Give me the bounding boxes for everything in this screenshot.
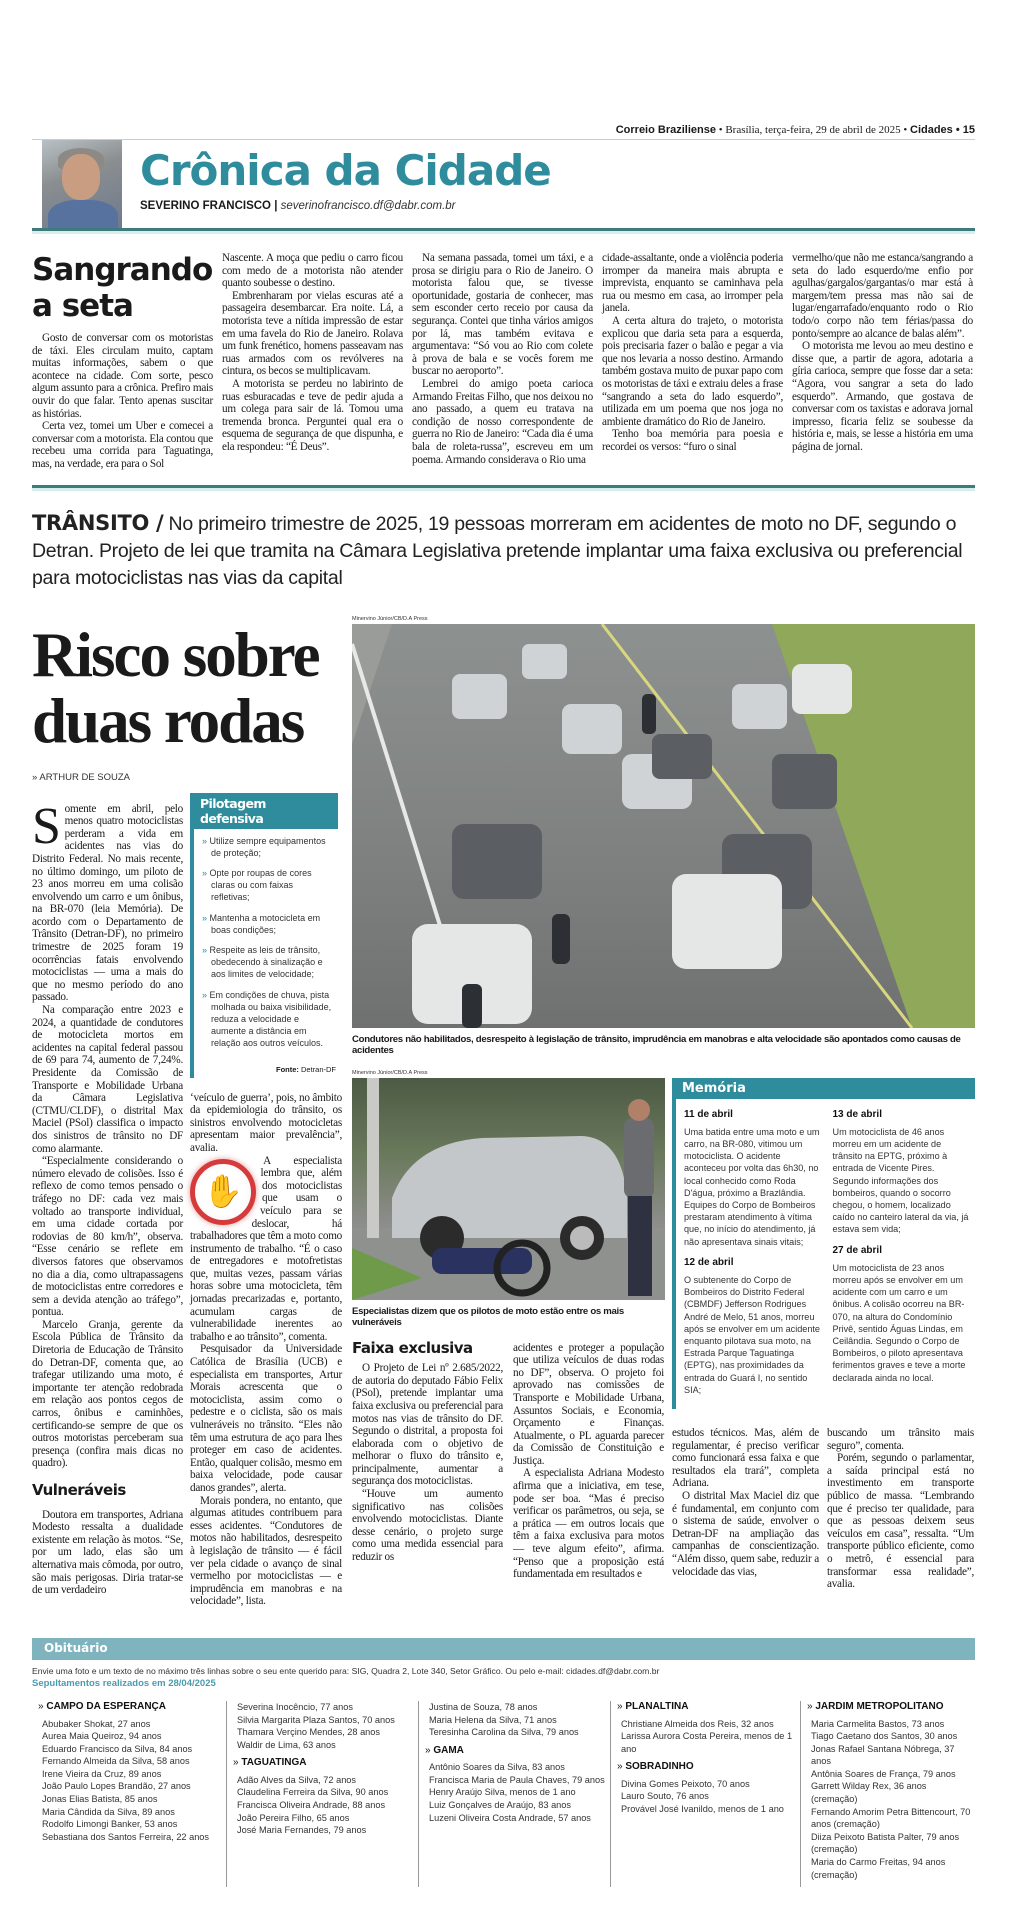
cronica-column-3 (412, 252, 593, 466)
obituary-entry: João Pereira Filho, 65 anos (237, 1812, 350, 1823)
paragraph: Na comparação entre 2023 e 2024, a quantidade de condutores de motocicleta mortos em acidentes na capital federal passou de 69 para 74, aumento de 7,24%. Presidente da Comissão de Transporte e Mobilidade Urbana da Câmara Legislativa (CTMU/CLDF), o distrital Max Maciel (PSol) classifica o impacto dos sinistros de trânsito no DF como alarmante. (32, 1004, 183, 1155)
paragraph: Nascente. A moça que pediu o carro ficou com medo de a motorista não atender quanto soubesse o destino. (222, 252, 403, 290)
photo-caption: Condutores não habilitados, desrespeito à legislação de trânsito, imprudência em manobras e alta velocidade são apontados como causas de acidentes (352, 1033, 961, 1056)
obituary-entry: Diiza Peixoto Batista Palter, 79 anos (cremação) (811, 1831, 960, 1855)
entry-text: O subtenente do Corpo de Bombeiros do Distrito Federal (CBMDF) Jefferson Rodrigues André de Melo, 51 anos, morreu após se envolver em um acidente enquanto pilotava sua moto, na Estrada Parque Taguatinga (EPTG), nas proximidades da entrada do Guará I, no sentido SIA; (684, 1274, 820, 1395)
name-list (429, 1701, 610, 1739)
obituary-entry: Antônia Soares de França, 79 anos (811, 1768, 956, 1779)
page-body (32, 0, 975, 1887)
cronica-column-1 (32, 252, 213, 471)
obituary-entry: José Maria Fernandes, 79 anos (237, 1825, 367, 1836)
tip-item: » Em condições de chuva, pista molhada ou baixa visibilidade, reduza a velocidade e aumente a distância em relação aos outros veículos. (202, 989, 334, 1050)
paragraph: A motorista se perdeu no labirinto de ruas esburacadas e teve de pedir ajuda a um colega para sair de lá. Tomou uma tremenda bronca. Perguntei qual era o esquema de segurança de que dispunha, e ela respondeu: “É Deus”. (222, 377, 403, 453)
obituary-column (418, 1701, 610, 1887)
obituary-entry: Luzeni Oliveira Costa Andrade, 57 anos (429, 1812, 591, 1823)
article-column-2-wrap (190, 793, 342, 1608)
obituary-entry: Provável José Ivanildo, menos de 1 ano (621, 1804, 784, 1815)
paragraph: O Projeto de Lei nº 2.685/2022, de autoria do deputado Fábio Felix (PSol), pretende implantar uma faixa exclusiva ou preferencial para motos nas vias de trânsito do DF. Segundo o distrital, a proposta foi elaborada com o objetivo de melhorar o fluxo do trânsito e, principalmente, aumentar a segurança dos motociclistas. (352, 1362, 503, 1488)
memoria-box (672, 1078, 975, 1409)
obituary-entry: Irene Vieira da Cruz, 89 anos (42, 1768, 162, 1779)
source-label: Fonte: (275, 1064, 299, 1074)
obituary-entry: Luiz Gonçalves de Araújo, 83 anos (429, 1800, 571, 1811)
obituary-entry: Fernando Amorim Petra Bittencourt, 70 anos (cremação) (811, 1806, 971, 1830)
article (32, 616, 975, 1608)
obituary-columns (32, 1701, 975, 1887)
paragraph: buscando um trânsito mais seguro”, comenta. (827, 1427, 974, 1452)
dropcap: S (32, 797, 61, 855)
memoria-title: Memória (676, 1078, 975, 1099)
obituary-column (32, 1701, 226, 1887)
tips-title: Pilotagem defensiva (194, 793, 338, 829)
obituary-entry: Sebastiana dos Santos Ferreira, 22 anos (42, 1831, 210, 1842)
section-kicker (32, 510, 975, 592)
obituary-section (32, 1638, 975, 1887)
cronica-column-4 (602, 252, 783, 454)
article-right-a (352, 1070, 665, 1581)
obituary-entry: Maria do Carmo Freitas, 94 anos (cremação) (811, 1857, 946, 1880)
subheading-vulneraveis: Vulneráveis (32, 1481, 126, 1499)
paragraph: ‘veículo de guerra’, pois, no âmbito da epidemiologia do trânsito, os sinistros envolvendo motocicletas apresentam maior prevalência”, avalia. (190, 1091, 342, 1154)
obituary-entry: Larissa Aurora Costa Pereira, menos de 1 ano (621, 1731, 793, 1754)
cemetery-name: » CAMPO DA ESPERANÇA (38, 1701, 226, 1714)
paragraph: “Houve um aumento significativo nas colisões envolvendo motociclistas. Diante desse cenário, o projeto surge como uma medida essencial para reduzir os (352, 1488, 503, 1564)
obituary-entry: Thamara Verçino Mendes, 28 anos (237, 1727, 380, 1738)
obituary-entry: Abubaker Shokat, 27 anos (42, 1718, 151, 1729)
article-column-6 (827, 1427, 974, 1591)
obituary-entry: Henry Araújo Silva, menos de 1 ano (429, 1787, 576, 1798)
kicker-label: TRÂNSITO / (32, 510, 164, 535)
paragraph: estudos técnicos. Mas, além de regulamentar, é preciso verificar como funcionará essa faixa e que resultados ela trará”, completa Adriana. (672, 1427, 819, 1490)
obituary-entry: Maria Cândida da Silva, 89 anos (42, 1806, 175, 1817)
obituary-entry: Francisca Maria de Paula Chaves, 79 anos (429, 1774, 605, 1785)
source-value: Detran-DF (298, 1064, 336, 1074)
entry-text: Uma batida entre uma moto e um carro, na BR-080, vitimou um motociclista. O acidente aconteceu por volta das 6h30, no local conhecido como Roda D'água, próximo a Brazlândia. Equipes do Corpo de Bombeiros prestaram atendimento à vítima que, no início do atendimento, já não apresentava sinais vitais; (684, 1126, 820, 1247)
obituary-entry: Severina Inocêncio, 77 anos (237, 1701, 353, 1712)
name-list (429, 1761, 610, 1824)
entry-date: 13 de abril (832, 1108, 882, 1120)
name-list (237, 1701, 418, 1751)
tip-item: » Utilize sempre equipamentos de proteção; (202, 835, 334, 859)
entry-date: 11 de abril (684, 1108, 733, 1120)
paragraph: Na semana passada, tomei um táxi, e a prosa se dirigiu para o Rio de Janeiro. O motorista falou que, se tivesse oportunidade, gostaria de conhecer, mas sem esconder certo receio por causa da segurança. Contei que tinha vários amigos por lá, mas também evitava e argumentava: “Só vou ao Rio com colete à prova de bala e se vocês forem me buscar no aeroporto”. (412, 252, 593, 378)
paragraph: Doutora em transportes, Adriana Modesto ressalta a dualidade existente em relação às motos. “Se, por um lado, elas são um alternativa mais cômoda, por outro, são mais perigosas. Diria tratar-se de um verdadeiro (32, 1508, 183, 1597)
obituary-header: Obituário (32, 1638, 975, 1660)
paragraph: Tenho boa memória para poesia e recordei os versos: “furo o sinal (602, 428, 783, 453)
paragraph: A especialista Adriana Modesto afirma que a iniciativa, em tese, pode ser boa. “Mas é preciso verificar os parâmetros, ou seja, se a prática — em outros locais que têm a faixa exclusiva para motos — teve algum efeito”, afirma. “Penso que a proposição está fundamentada em resultados e (513, 1467, 664, 1581)
section-name: Cidades (910, 124, 953, 136)
obituary-entry: Adão Alves da Silva, 72 anos (237, 1774, 357, 1785)
paragraph: Lembrei do amigo poeta carioca Armando Freitas Filho, que nos deixou no ano passado, a quem eu tratava na condição de nosso correspondente de guerra no Rio de Janeiro: “Cada dia é uma bala de roleta-russa”, escreveu em um poema. Armando considerava o Rio uma (412, 377, 593, 466)
cronica-headline: Sangrando a seta (32, 252, 213, 324)
article-headline: Risco sobre duas rodas (32, 619, 319, 756)
obituary-entry: Tiago Caetano dos Santos, 30 anos (811, 1731, 958, 1742)
paragraph: O distrital Max Maciel diz que é fundamental, em conjunto com o sistema de saúde, envolver o Detran-DF na ampliação das campanhas de conscientização. “Além disso, quem sabe, reduzir a velocidade das vias, (672, 1489, 819, 1578)
paragraph: Morais pondera, no entanto, que algumas atitudes contribuem para esses acidentes. “Condutores de motos não habilitados, desrespeito à legislação de trânsito — é fácil ver pela cidade o avanço de sinal vermelho por motociclistas — e imprudência em manobras e na velocidade”, lista. (190, 1494, 342, 1608)
source-note (276, 1065, 336, 1074)
accident-photo[interactable] (352, 1078, 665, 1300)
column-title: Crônica da Cidade (140, 146, 551, 195)
photo-credit: Minervino Júnior/CB/D.A Press (352, 1069, 428, 1076)
entry-text: Um motociclista de 46 anos morreu em um acidente de trânsito na EPTG, próximo à entrada de Vicente Pires. Segundo informações dos bombeiros, quando o socorro chegou, o homem, localizado caído no canteiro lateral da via, já estava sem vida; (832, 1126, 969, 1235)
entry-date: 27 de abril (832, 1244, 882, 1256)
article-column-4 (513, 1342, 664, 1581)
burial-date: Sepultamentos realizados em 28/04/2025 (32, 1677, 216, 1689)
article-column-2 (190, 1092, 342, 1608)
cemetery-name: » TAGUATINGA (233, 1757, 418, 1770)
obituary-entry: Eduardo Francisco da Silva, 84 anos (42, 1743, 193, 1754)
article-column-3 (352, 1338, 503, 1564)
paragraph: Pesquisador da Universidade Católica de Brasília (UCB) e especialista em transportes, Artur Morais acrescenta que o motociclista, assim como o pedestre e o ciclista, são os mais vulneráveis no trânsito. “Eles não têm uma estrutura de aço para lhes proteger em caso de acidentes. Então, qualquer colisão, mesmo em baixa velocidade, pode causar danos grandes”, alerta. (190, 1343, 342, 1494)
tip-item: » Mantenha a motocicleta em boas condições; (202, 912, 334, 936)
article-column-5 (672, 1427, 819, 1578)
paragraph: A certa altura do trajeto, o motorista explicou que daria seta para a esquerda, pois precisaria fazer o balão e pegar a via que nos levaria a nosso destino. Armando também gostava muito de puxar papo com os motoristas de táxi e extraiu deles a frase “sangrando a seta do lado esquerdo”, utilizada em um poema que nos joga no ambiente dramático do Rio de Janeiro. (602, 314, 783, 428)
paragraph: cidade-assaltante, onde a violência poderia irromper da maneira mais abrupta e imprevista, enquanto se caminhava pela rua ou mesmo em casa, ao irromper pela janela. (602, 252, 783, 315)
obituary-entry: Waldir de Lima, 63 anos (237, 1739, 336, 1750)
paragraph: Certa vez, tomei um Uber e comecei a conversar com a motorista. Ela contou que recebeu uma corrida para Taguatinga, mas, na verdade, era para o Sol (32, 420, 213, 470)
article-right-b (672, 1070, 975, 1591)
obituary-entry: Rodolfo Limongi Banker, 53 anos (42, 1819, 178, 1830)
cronica-section (32, 252, 975, 471)
cemetery-name: » GAMA (425, 1745, 610, 1758)
obituary-column (610, 1701, 800, 1887)
obituary-entry: Francisca Oliveira Andrade, 88 anos (237, 1800, 386, 1811)
obituary-entry: Lauro Souto, 76 anos (621, 1791, 709, 1802)
photo-caption: Especialistas dizem que os pilotos de moto estão entre os mais vulneráveis (352, 1305, 624, 1328)
paragraph: “Especialmente considerando o número elevado de colisões. Isso é reflexo de como temos pensado o tráfego no DF: cada vez mais voltado ao transporte individual, em uma cidade cortada por rodovias de 80 km/h”, observa. “Esse cenário se reflete em diversos fatores que observamos no dia a dia, como ultrapassagens de motociclistas entre corredores e sem a devida atenção ao tráfego”, pontua. (32, 1155, 183, 1319)
obituary-entry: Aurea Maia Queiroz, 94 anos (42, 1731, 162, 1742)
cronica-column-2 (222, 252, 403, 454)
tips-box (190, 793, 338, 1078)
name-list (237, 1774, 418, 1837)
photo-credit: Minervino Júnior/CB/D.A Press (352, 615, 428, 622)
obituary-column (800, 1701, 975, 1887)
article-right (352, 616, 975, 1591)
name-list (621, 1778, 800, 1816)
obituary-entry: Garrett Wilday Rex, 36 anos (cremação) (811, 1781, 927, 1805)
obituary-entry: Divina Gomes Peixoto, 70 anos (621, 1778, 750, 1789)
paragraph: Marcelo Granja, gerente da Escola Pública de Trânsito da Diretoria de Educação de Trânsito do Detran-DF, comenta que, ao trafegar utilizando uma moto, é importante ter atenção redobrada em relação aos pontos cegos de carros, ônibus e caminhões, certificando-se sempre de que os outros motoristas perceberam sua presença (confira mais dicas no quadro). (32, 1318, 183, 1470)
name-list (811, 1718, 975, 1882)
cemetery-name: » PLANALTINA (617, 1701, 800, 1714)
kicker-text: No primeiro trimestre de 2025, 19 pessoas morreram em acidentes de moto no DF, segundo o Detran. Projeto de lei que tramita na Câmara Legislativa pretende implantar uma faixa exclusiva ou preferencial para motociclistas nas vias da capital (32, 512, 963, 589)
paragraph: O motorista me levou ao meu destino e disse que, a partir de agora, adotaria a gíria carioca, sempre que fosse dar a seta: “Agora, vou sangrar a seta do lado esquerdo”. Armando, que gostava de conversar com os taxistas e adorava jornal impresso, ficaria feliz se soubesse da história e, mais, se lesse a história em uma página de jornal. (792, 340, 973, 453)
paragraph: Gosto de conversar com os motoristas de táxi. Eles circulam muito, captam muitas informações, sabem o que acontece na cidade. Com sorte, pesco algum assunto para a crônica. Prefiro mais ouvir do que falar. Tento apenas suscitar as histórias. (32, 332, 213, 420)
obituary-entry: Jonas Rafael Santana Nóbrega, 37 anos (811, 1743, 955, 1767)
obituary-entry: Fernando Almeida da Silva, 58 anos (42, 1756, 190, 1767)
traffic-photo[interactable] (352, 624, 975, 1028)
paragraph: Porém, segundo o parlamentar, a saída principal está no investimento em transporte público de massa. “Lembrando que é preciso ter qualidade, para que as pessoas deixem seus veículos em casa”, ressalta. “Um transporte público eficiente, como o metrô, é essencial para transformar essa realidade”, avalia. (827, 1452, 974, 1591)
page-number: • 15 (952, 124, 975, 136)
paragraph: vermelho/que não me estanca/sangrando a seta do lado esquerdo/me enfio por agulhas/gargalos/gargantas/o mar está à margem/tem pressa mas não sai de lugar/engarrafado/enquanto rodo o Rio todo/o corpo não tem férias/passa do ponto/sempre ao alcance de balas além”. (792, 252, 973, 340)
author-name: SEVERINO FRANCISCO (140, 200, 271, 212)
entry-date: 12 de abril (684, 1256, 734, 1268)
obituary-entry: Maria Carmelita Bastos, 73 anos (811, 1718, 945, 1729)
obituary-entry: Teresinha Carolina da Silva, 79 anos (429, 1727, 579, 1738)
obituary-entry: Christiane Almeida dos Reis, 32 anos (621, 1718, 774, 1729)
obituary-entry: Maria Helena da Silva, 71 anos (429, 1714, 557, 1725)
article-byline: » ARTHUR DE SOUZA (32, 771, 131, 783)
divider (32, 485, 975, 488)
paragraph: Embrenharam por vielas escuras até a passageira desembarcar. Era noite. Lá, a motorista teve a nítida impressão de estar em uma favela do Rio de Janeiro. Rolava um funk frenético, homens passeavam nas ruas armados com os revólveres na cintura, os becos se multiplicavam. (222, 289, 403, 378)
obituary-entry: Claudelina Ferreira da Silva, 90 anos (237, 1787, 389, 1798)
date-info: • Brasília, terça-feira, 29 de abril de 2025 • (715, 124, 910, 136)
paragraph: omente em abril, pelo menos quatro motociclistas perderam a vida em acidentes nas vias do Distrito Federal. No mais recente, no último domingo, um piloto de 23 anos morreu em uma colisão envolvendo um carro e um ônibus, na BR-070 (leia Memória). De acordo com o Departamento de Trânsito (Detran-DF), no primeiro trimestre de 2025 foram 19 ocorrências fatais envolvendo motociclistas — uma a mais do que no mesmo período do ano passado. (32, 802, 183, 1004)
obituary-entry: Antônio Soares da Silva, 83 anos (429, 1762, 565, 1773)
cemetery-name: » JARDIM METROPOLITANO (807, 1701, 975, 1714)
cemetery-name: » SOBRADINHO (617, 1761, 800, 1774)
obituary-entry: João Paulo Lopes Brandão, 27 anos (42, 1781, 191, 1792)
obituary-entry: Silvia Margarita Plaza Santos, 70 anos (237, 1714, 395, 1725)
article-column-1 (32, 793, 183, 1597)
paragraph: A especialista lembra que, além dos motociclistas que usam o veículo para se deslocar, há trabalhadores que têm a moto como instrumento de trabalho. “É o caso de entregadores e motofretistas que, muitas vezes, passam várias horas sobre uma motocicleta, têm jornadas precarizadas e, portanto, acumulam cargas de vulnerabilidade inerentes ao trabalho e ao trânsito”, comenta. (190, 1154, 342, 1343)
column-byline: SEVERINO FRANCISCO | severinofrancisco.df@dabr.com.br (140, 200, 456, 212)
paragraph: acidentes e proteger a população que utiliza veículos de duas rodas no DF”, observa. O projeto foi aprovado nas comissões de Transporte e Mobilidade Urbana, Assuntos Sociais, e Economia, Orçamento e Finanças. Atualmente, o PL aguarda parecer da Comissão de Constituição e Justiça. (513, 1341, 664, 1467)
tip-item: » Opte por roupas de cores claras ou com faixas refletivas; (202, 867, 334, 904)
obituary-entry: Justina de Souza, 78 anos (429, 1701, 538, 1712)
article-left (32, 616, 342, 1608)
name-list (42, 1718, 226, 1844)
obituary-entry: Jonas Elias Batista, 85 anos (42, 1794, 158, 1805)
obituary-instructions: Envie uma foto e um texto de no máximo três linhas sobre o seu ente querido para: SIG, Quadra 2, Lote 340, Setor Gráfico. Ou pelo e-mail: cidades.df@dabr.com.br (32, 1665, 660, 1676)
tip-item: » Respeite as leis de trânsito, obedecendo à sinalização e aos limites de velocidade; (202, 944, 334, 981)
entry-text: Um motociclista de 23 anos morreu após se envolver em um acidente com um carro e um ônibus. A colisão ocorreu na BR-070, na altura do Condomínio Privê, sentido Águas Lindas, em Ceilândia. Segundo o Corpo de Bombeiros, o piloto apresentava ferimentos graves e teve a morte declarada ainda no local. (832, 1262, 966, 1383)
paper-name: Correio Braziliense (615, 124, 716, 136)
name-list (621, 1718, 800, 1756)
subheading-faixa: Faixa exclusiva (352, 1338, 473, 1357)
cronica-column-5 (792, 252, 973, 454)
obituary-column (226, 1701, 418, 1887)
author-email[interactable]: severinofrancisco.df@dabr.com.br (280, 200, 456, 212)
stop-hand-icon: ✋ (190, 1159, 256, 1225)
